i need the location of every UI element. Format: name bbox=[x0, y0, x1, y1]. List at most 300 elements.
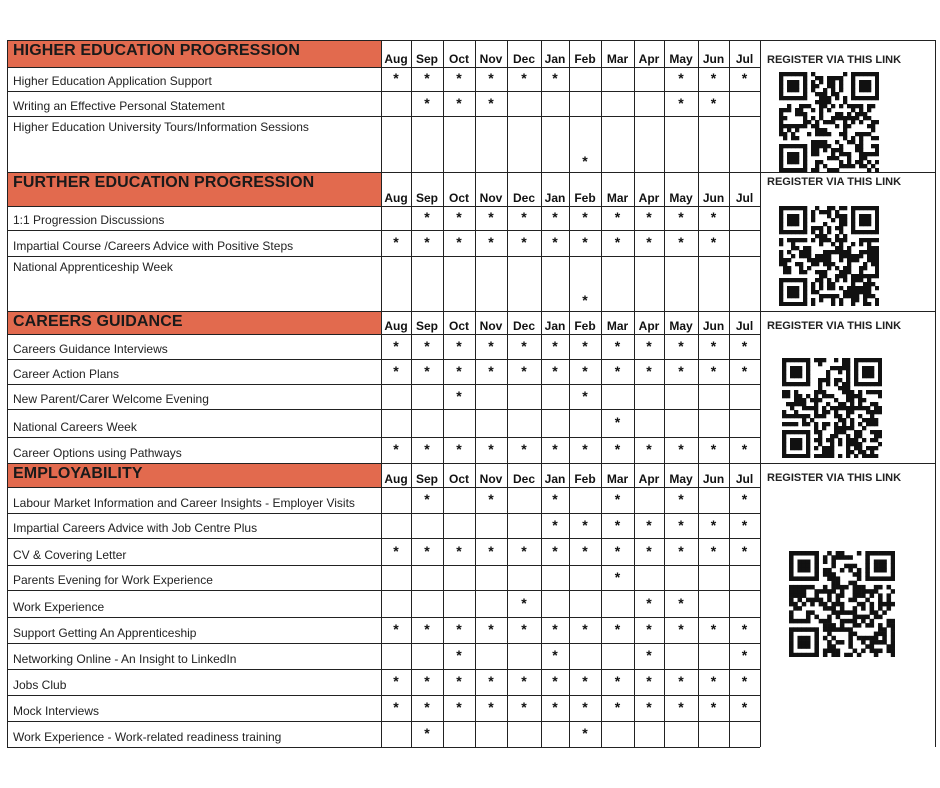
activity-label: Impartial Course /Careers Advice with Positive Steps bbox=[13, 239, 294, 253]
qr-module bbox=[787, 250, 791, 254]
qr-module bbox=[874, 551, 879, 556]
qr-module bbox=[814, 414, 818, 418]
qr-module bbox=[779, 124, 783, 128]
qr-module bbox=[794, 366, 798, 370]
qr-module bbox=[806, 585, 811, 590]
qr-module bbox=[815, 152, 819, 156]
qr-module bbox=[840, 555, 845, 560]
qr-module bbox=[827, 286, 831, 290]
qr-module bbox=[802, 564, 807, 569]
qr-module bbox=[789, 610, 794, 615]
qr-module bbox=[803, 144, 807, 148]
qr-module bbox=[853, 585, 858, 590]
qr-module bbox=[843, 120, 847, 124]
schedule-mark: * bbox=[678, 362, 684, 379]
qr-module bbox=[871, 152, 875, 156]
schedule-mark: * bbox=[710, 209, 717, 225]
qr-module bbox=[786, 454, 790, 458]
qr-module bbox=[847, 152, 851, 156]
qr-module bbox=[819, 226, 823, 230]
qr-module bbox=[846, 370, 850, 374]
qr-module bbox=[831, 576, 836, 581]
qr-module bbox=[797, 564, 802, 569]
qr-module bbox=[839, 116, 843, 120]
qr-module bbox=[818, 414, 822, 418]
qr-module bbox=[831, 564, 836, 569]
qr-module bbox=[839, 230, 843, 234]
qr-module bbox=[843, 116, 847, 120]
qr-module bbox=[797, 593, 802, 598]
register-link-label[interactable]: REGISTER VIA THIS LINK bbox=[767, 54, 902, 66]
qr-module bbox=[787, 160, 791, 164]
qr-module bbox=[803, 286, 807, 290]
qr-module bbox=[874, 422, 878, 426]
qr-module bbox=[803, 116, 807, 120]
qr-module bbox=[779, 84, 783, 88]
qr-module bbox=[791, 246, 795, 250]
qr-module bbox=[795, 206, 799, 210]
qr-module bbox=[830, 438, 834, 442]
qr-module bbox=[855, 72, 859, 76]
month-header-jun: Jun bbox=[702, 52, 725, 66]
qr-module bbox=[843, 238, 847, 242]
grid-line bbox=[507, 172, 508, 311]
qr-module bbox=[836, 615, 841, 620]
qr-module bbox=[858, 430, 862, 434]
qr-module bbox=[803, 214, 807, 218]
grid-line bbox=[634, 40, 635, 172]
grid-line bbox=[7, 206, 760, 207]
qr-module bbox=[787, 206, 791, 210]
grid-line bbox=[760, 40, 761, 172]
qr-module bbox=[867, 80, 871, 84]
grid-line bbox=[569, 463, 570, 747]
qr-module bbox=[847, 246, 851, 250]
qr-module bbox=[859, 286, 863, 290]
qr-module bbox=[862, 366, 866, 370]
month-header-mar: Mar bbox=[606, 52, 629, 66]
qr-module bbox=[855, 258, 859, 262]
qr-module bbox=[862, 426, 866, 430]
qr-module bbox=[793, 627, 798, 632]
grid-line bbox=[664, 311, 665, 463]
qr-module bbox=[782, 366, 786, 370]
qr-module bbox=[867, 242, 871, 246]
qr-module bbox=[891, 559, 895, 564]
schedule-mark: * bbox=[710, 699, 717, 715]
schedule-mark: * bbox=[456, 234, 462, 250]
qr-module bbox=[779, 238, 783, 242]
qr-module bbox=[810, 610, 815, 615]
qr-module bbox=[815, 120, 819, 124]
qr-module bbox=[870, 551, 875, 556]
qr-module bbox=[855, 294, 859, 298]
qr-module bbox=[811, 84, 815, 88]
qr-module bbox=[836, 581, 841, 586]
qr-module bbox=[840, 606, 845, 611]
qr-module bbox=[827, 551, 832, 556]
qr-module bbox=[822, 390, 826, 394]
month-header-jun: Jun bbox=[702, 191, 725, 205]
qr-module bbox=[814, 358, 818, 362]
qr-module bbox=[859, 152, 863, 156]
qr-module bbox=[811, 218, 815, 222]
qr-module bbox=[789, 589, 794, 594]
qr-module bbox=[848, 644, 853, 649]
qr-module bbox=[878, 410, 882, 414]
qr-module bbox=[787, 88, 791, 92]
qr-module bbox=[794, 374, 798, 378]
qr-module bbox=[847, 116, 851, 120]
qr-module bbox=[794, 410, 798, 414]
schedule-mark: * bbox=[393, 70, 399, 86]
qr-module bbox=[874, 434, 878, 438]
qr-module bbox=[790, 454, 794, 458]
qr-module bbox=[882, 568, 887, 573]
qr-module bbox=[815, 234, 819, 238]
schedule-mark: * bbox=[456, 94, 462, 111]
qr-module bbox=[835, 156, 839, 160]
qr-module bbox=[815, 164, 819, 168]
qr-module bbox=[843, 128, 847, 132]
qr-module bbox=[855, 230, 859, 234]
qr-module bbox=[867, 302, 871, 306]
register-link-label[interactable]: REGISTER VIA THIS LINK bbox=[767, 176, 902, 188]
qr-module bbox=[871, 274, 875, 278]
qr-module bbox=[806, 610, 811, 615]
qr-module bbox=[802, 382, 806, 386]
qr-module bbox=[831, 206, 835, 210]
register-link-label[interactable]: REGISTER VIA THIS LINK bbox=[767, 320, 902, 332]
qr-module bbox=[802, 636, 807, 641]
qr-code-image[interactable] bbox=[782, 358, 882, 458]
qr-module bbox=[854, 382, 858, 386]
qr-module bbox=[823, 294, 827, 298]
qr-module bbox=[806, 362, 810, 366]
qr-module bbox=[794, 442, 798, 446]
register-link-label[interactable]: REGISTER VIA THIS LINK bbox=[767, 472, 902, 484]
qr-module bbox=[878, 374, 882, 378]
qr-module bbox=[838, 378, 842, 382]
qr-module bbox=[870, 422, 874, 426]
schedule-mark: * bbox=[710, 673, 717, 689]
qr-module bbox=[853, 589, 858, 594]
qr-module bbox=[871, 120, 875, 124]
qr-module bbox=[850, 402, 854, 406]
schedule-mark: * bbox=[456, 441, 462, 457]
qr-module bbox=[787, 80, 791, 84]
qr-code-image[interactable] bbox=[779, 206, 879, 306]
qr-code-image[interactable] bbox=[789, 551, 895, 657]
qr-module bbox=[782, 414, 786, 418]
qr-module bbox=[830, 406, 834, 410]
qr-module bbox=[793, 606, 798, 611]
qr-module bbox=[874, 410, 878, 414]
qr-module bbox=[783, 302, 787, 306]
qr-module bbox=[803, 298, 807, 302]
qr-module bbox=[814, 555, 819, 560]
qr-module bbox=[795, 112, 799, 116]
qr-module bbox=[840, 640, 845, 645]
qr-module bbox=[857, 572, 862, 577]
qr-module bbox=[870, 606, 875, 611]
qr-module bbox=[798, 370, 802, 374]
qr-module bbox=[839, 218, 843, 222]
qr-module bbox=[878, 602, 883, 607]
qr-module bbox=[795, 152, 799, 156]
qr-module bbox=[819, 104, 823, 108]
qr-module bbox=[810, 551, 815, 556]
qr-module bbox=[854, 362, 858, 366]
month-header-aug: Aug bbox=[384, 191, 408, 205]
activity-label: Impartial Careers Advice with Job Centre Plus bbox=[13, 521, 258, 535]
qr-module bbox=[843, 214, 847, 218]
grid-line bbox=[601, 172, 602, 311]
qr-module bbox=[815, 226, 819, 230]
qr-module bbox=[811, 152, 815, 156]
qr-module bbox=[794, 402, 798, 406]
qr-module bbox=[878, 390, 882, 394]
qr-module bbox=[806, 627, 811, 632]
qr-module bbox=[847, 266, 851, 270]
qr-module bbox=[859, 104, 863, 108]
qr-module bbox=[803, 226, 807, 230]
schedule-mark: * bbox=[393, 441, 399, 457]
qr-module bbox=[840, 619, 845, 624]
qr-module bbox=[863, 286, 867, 290]
qr-module bbox=[815, 100, 819, 104]
qr-module bbox=[863, 156, 867, 160]
qr-module bbox=[859, 238, 863, 242]
qr-module bbox=[819, 298, 823, 302]
qr-module bbox=[811, 226, 815, 230]
grid-line bbox=[729, 172, 730, 311]
qr-module bbox=[867, 108, 871, 112]
qr-module bbox=[859, 136, 863, 140]
qr-module bbox=[891, 649, 895, 654]
qr-module bbox=[882, 564, 887, 569]
qr-module bbox=[814, 627, 819, 632]
qr-module bbox=[847, 286, 851, 290]
schedule-mark: * bbox=[678, 70, 684, 86]
qr-module bbox=[791, 84, 795, 88]
grid-line bbox=[7, 172, 935, 173]
qr-module bbox=[794, 438, 798, 442]
qr-module bbox=[871, 144, 875, 148]
qr-module bbox=[819, 96, 823, 100]
qr-module bbox=[795, 84, 799, 88]
qr-module bbox=[871, 230, 875, 234]
qr-module bbox=[878, 362, 882, 366]
qr-module bbox=[790, 406, 794, 410]
qr-module bbox=[783, 144, 787, 148]
qr-module bbox=[794, 358, 798, 362]
qr-module bbox=[803, 270, 807, 274]
qr-module bbox=[863, 222, 867, 226]
qr-module bbox=[814, 644, 819, 649]
qr-module bbox=[838, 370, 842, 374]
qr-module bbox=[806, 615, 811, 620]
qr-module bbox=[803, 156, 807, 160]
qr-module bbox=[782, 438, 786, 442]
qr-module bbox=[795, 136, 799, 140]
qr-module bbox=[789, 653, 794, 657]
qr-module bbox=[874, 585, 879, 590]
qr-module bbox=[789, 636, 794, 641]
qr-module bbox=[859, 274, 863, 278]
qr-module bbox=[857, 636, 862, 641]
schedule-mark: * bbox=[393, 362, 399, 379]
qr-module bbox=[826, 374, 830, 378]
qr-module bbox=[803, 76, 807, 80]
qr-module bbox=[839, 206, 843, 210]
qr-module bbox=[835, 278, 839, 282]
schedule-mark: * bbox=[456, 647, 462, 663]
activity-label: Higher Education Application Support bbox=[13, 74, 212, 88]
schedule-mark: * bbox=[678, 673, 684, 689]
grid-line bbox=[541, 40, 542, 172]
qr-module bbox=[875, 144, 879, 148]
qr-module bbox=[811, 72, 815, 76]
qr-module bbox=[874, 564, 879, 569]
qr-module bbox=[874, 430, 878, 434]
qr-module bbox=[863, 112, 867, 116]
qr-module bbox=[794, 370, 798, 374]
qr-module bbox=[839, 258, 843, 262]
qr-module bbox=[819, 100, 823, 104]
qr-module bbox=[859, 242, 863, 246]
qr-module bbox=[878, 559, 883, 564]
qr-module bbox=[875, 262, 879, 266]
qr-module bbox=[887, 602, 892, 607]
qr-module bbox=[853, 606, 858, 611]
qr-module bbox=[834, 406, 838, 410]
qr-module bbox=[819, 132, 823, 136]
qr-module bbox=[846, 454, 850, 458]
qr-module bbox=[867, 152, 871, 156]
qr-module bbox=[851, 298, 855, 302]
qr-module bbox=[867, 222, 871, 226]
month-header-oct: Oct bbox=[448, 472, 469, 486]
qr-module bbox=[806, 564, 811, 569]
activity-label: Higher Education University Tours/Information Sessions bbox=[13, 120, 309, 134]
grid-line bbox=[7, 747, 760, 748]
qr-module bbox=[793, 593, 798, 598]
qr-module bbox=[822, 358, 826, 362]
qr-module bbox=[831, 302, 835, 306]
qr-module bbox=[831, 104, 835, 108]
qr-module bbox=[863, 164, 867, 168]
qr-module bbox=[831, 286, 835, 290]
schedule-mark: * bbox=[552, 699, 558, 715]
qr-module bbox=[854, 454, 858, 458]
schedule-mark: * bbox=[678, 94, 684, 111]
qr-module bbox=[803, 112, 807, 116]
month-header-aug: Aug bbox=[384, 52, 408, 66]
qr-module bbox=[843, 96, 847, 100]
qr-module bbox=[831, 80, 835, 84]
schedule-mark: * bbox=[393, 621, 399, 637]
qr-module bbox=[840, 585, 845, 590]
qr-module bbox=[789, 593, 794, 598]
qr-module bbox=[846, 358, 850, 362]
qr-module bbox=[871, 294, 875, 298]
qr-module bbox=[858, 358, 862, 362]
qr-module bbox=[810, 653, 815, 657]
qr-module bbox=[827, 640, 832, 645]
qr-module bbox=[803, 210, 807, 214]
qr-module bbox=[789, 644, 794, 649]
qr-module bbox=[851, 120, 855, 124]
activity-label: 1:1 Progression Discussions bbox=[13, 213, 165, 227]
qr-module bbox=[782, 370, 786, 374]
qr-module bbox=[855, 290, 859, 294]
qr-module bbox=[827, 206, 831, 210]
qr-module bbox=[875, 120, 879, 124]
qr-module bbox=[831, 156, 835, 160]
qr-module bbox=[882, 640, 887, 645]
schedule-mark: * bbox=[488, 621, 494, 637]
qr-module bbox=[789, 602, 794, 607]
qr-module bbox=[827, 254, 831, 258]
activity-label: Career Action Plans bbox=[13, 367, 120, 381]
qr-module bbox=[871, 282, 875, 286]
qr-code-image[interactable] bbox=[779, 72, 879, 172]
schedule-mark: * bbox=[424, 234, 430, 250]
qr-module bbox=[814, 589, 819, 594]
qr-module bbox=[818, 390, 822, 394]
qr-module bbox=[827, 619, 832, 624]
qr-module bbox=[870, 610, 875, 615]
qr-module bbox=[797, 589, 802, 594]
qr-module bbox=[831, 585, 836, 590]
qr-module bbox=[851, 210, 855, 214]
qr-module bbox=[848, 640, 853, 645]
schedule-mark: * bbox=[488, 542, 494, 559]
qr-module bbox=[851, 116, 855, 120]
qr-module bbox=[803, 80, 807, 84]
qr-module bbox=[891, 572, 895, 577]
qr-module bbox=[853, 572, 858, 577]
schedule-mark: * bbox=[678, 621, 684, 637]
qr-module bbox=[827, 615, 832, 620]
qr-module bbox=[791, 132, 795, 136]
qr-module bbox=[823, 589, 828, 594]
qr-module bbox=[851, 96, 855, 100]
qr-module bbox=[815, 92, 819, 96]
qr-module bbox=[779, 96, 783, 100]
qr-module bbox=[836, 649, 841, 654]
schedule-mark: * bbox=[456, 621, 462, 637]
qr-module bbox=[806, 374, 810, 378]
qr-module bbox=[811, 148, 815, 152]
month-header-may: May bbox=[669, 52, 693, 66]
qr-module bbox=[823, 572, 828, 577]
qr-module bbox=[782, 382, 786, 386]
activity-label: Jobs Club bbox=[13, 678, 67, 692]
qr-module bbox=[865, 555, 870, 560]
qr-module bbox=[807, 258, 811, 262]
qr-module bbox=[844, 653, 849, 657]
qr-module bbox=[815, 206, 819, 210]
schedule-mark: * bbox=[582, 337, 588, 354]
qr-module bbox=[875, 226, 879, 230]
qr-module bbox=[859, 218, 863, 222]
qr-module bbox=[823, 128, 827, 132]
qr-module bbox=[823, 619, 828, 624]
qr-module bbox=[839, 226, 843, 230]
grid-line bbox=[475, 463, 476, 747]
